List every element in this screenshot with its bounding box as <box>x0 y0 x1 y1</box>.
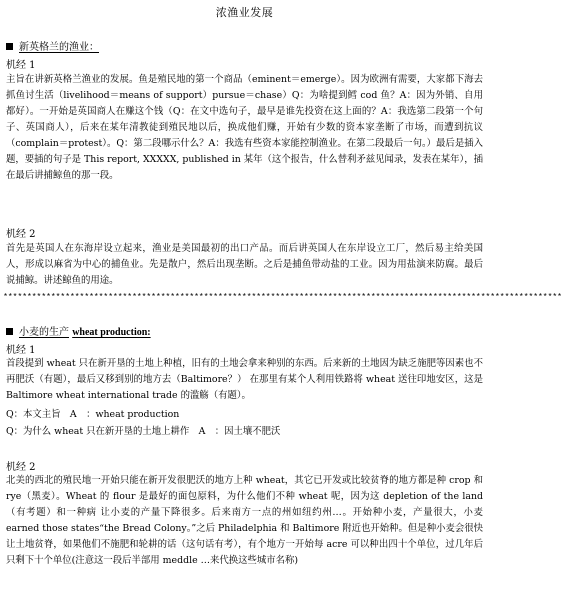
section-heading-new-england <box>6 38 99 53</box>
paragraph-fishery-2: 首先是英国人在东海岸设立起来，渔业是美国最初的出口产品。而后讲英国人在东岸设立工厂，然后易主给美国人，形成以麻省为中心的捕鱼业。先是散户，然后出现垄断。之后是捕鱼带动盐的工业。因为用盐演来防腐。最后说捕鲸。讲述鲸鱼的用途。 <box>6 243 483 286</box>
page-title: 浓渔业发展 <box>215 6 274 19</box>
bullet-square-icon <box>6 43 13 50</box>
section-heading-text-cn: 小麦的生产 <box>19 327 69 338</box>
paragraph-fishery-1: 主旨在讲新英格兰渔业的发展。鱼是殖民地的第一个商品（eminent＝emerge）。因为欧洲有需要，大家都下海去抓鱼讨生活（livelihood＝means of support）pursue＝chase）Q：为啥提到鳕 cod 鱼？A：因为外销、自用都好）。一开始是英国商人在赚这个钱（Q：在文中选句子，最早是谁先投资在这上面的？A：我选第二段第一个句子、英国商人），后来在某年清教徒到殖民地以后，换成他们赚，开始有少数的资本家垄断了市场，而遭到抗议（complain＝protest）。Q：第二段哪示什么？A：我选有些资本家能控制渔业。在第二段最后一句。）最后是插入题，要插的句子是 This report, XXXXX, published in 某年（这个报告，什么替利矛兹见闻录，发表在某年），插在最后讲捕鲸鱼的那一段。 <box>6 74 483 181</box>
section-heading-text: 新英格兰的渔业： <box>19 42 99 53</box>
question-line-2: Q：为什么 wheat 只在新开垦的土地上耕作 A ：因土壤不肥沃 <box>6 426 281 437</box>
section-heading-text-en: wheat production: <box>72 327 151 338</box>
chance-label-1: 机经 1 <box>6 345 36 356</box>
chance-label-1: 机经 1 <box>6 60 36 71</box>
chance-label-2: 机经 2 <box>6 462 36 473</box>
paragraph-wheat-2: 北美的西北的殖民地一开始只能在新开发很肥沃的地方上种 wheat，其它已开发或比较贫脊的地方都是种 crop 和 rye（黑麦）。Wheat 的 flour 是最好的面包原料，为什么他们不种 wheat 呢，因为这 depletion of the land（有考题）和一种病 让小麦的产量下降很多。后来南方一点的州如纽约州…。开始种小麦，产量很大，小麦 earned those states“the Bread Colony。”之后 Philadelphia 和 Baltimore 附近也开始种。但是种小麦会很快让土地贫脊，如果他们不施肥和轮耕的话（这句话有考），有个地方一开始每 acre 可以种出四十个单位，过几年后只剩下十个单位(注意这一段后半部用 meddle …来代换这些城市名称) <box>6 475 483 566</box>
bullet-square-icon <box>6 328 13 335</box>
divider-line: ********************************************************************************************************************* <box>3 292 562 302</box>
section-heading-wheat <box>6 323 151 338</box>
paragraph-wheat-1: 首段提到 wheat 只在新开垦的土地上种植，旧有的土地会拿来种别的东西。后来新的土地因为缺乏施肥等因素也不再肥沃（有题），最后又移到别的地方去（Baltimore？） 在那里有某个人利用铁路将 wheat 送往印地安区，这是 Baltimore wheat international trade 的滥觞（有题）。 <box>6 358 483 401</box>
chance-label-2: 机经 2 <box>6 229 36 240</box>
question-line-1: Q：本文主旨 A ：wheat production <box>6 409 180 420</box>
